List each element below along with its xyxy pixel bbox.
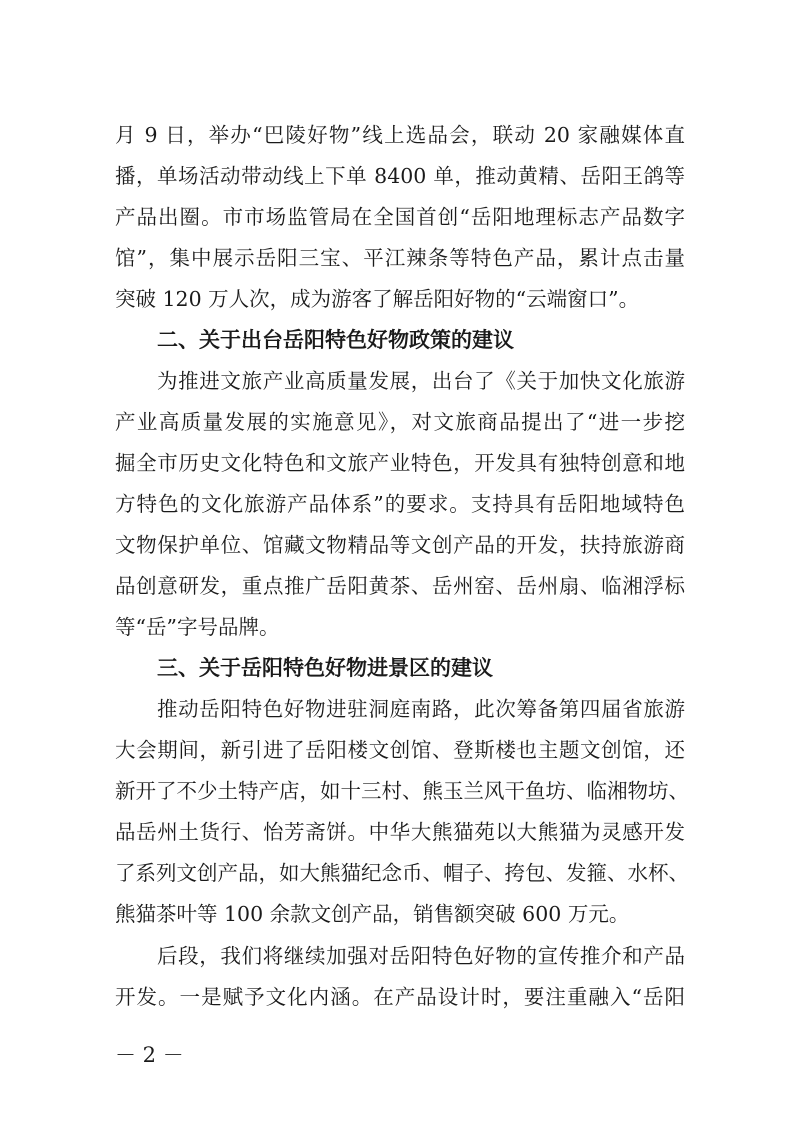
paragraph-line: 文物保护单位、馆藏文物精品等文创产品的开发，扶持旅游商 [115, 533, 685, 557]
section-heading: 二、关于出台岳阳特色好物政策的建议 [157, 328, 514, 352]
paragraph-line: 馆”，集中展示岳阳三宝、平江辣条等特色产品，累计点击量 [115, 246, 685, 270]
paragraph-line: 品创意研发，重点推广岳阳黄茶、岳州窑、岳州扇、临湘浮标 [115, 574, 685, 598]
paragraph-line: 突破 120 万人次，成为游客了解岳阳好物的“云端窗口”。 [115, 287, 640, 311]
paragraph-line: 掘全市历史文化特色和文旅产业特色，开发具有独特创意和地 [115, 451, 685, 475]
paragraph-line: 后段，我们将继续加强对岳阳特色好物的宣传推介和产品 [157, 944, 685, 968]
paragraph-line: 品岳州土货行、怡芳斋饼。中华大熊猫苑以大熊猫为灵感开发 [115, 820, 685, 844]
paragraph-line: 开发。一是赋予文化内涵。在产品设计时，要注重融入“岳阳 [115, 985, 685, 1009]
page-number: － 2 － [115, 1043, 184, 1067]
section-heading: 三、关于岳阳特色好物进景区的建议 [157, 656, 493, 680]
paragraph-line: 熊猫茶叶等 100 余款文创产品，销售额突破 600 万元。 [115, 902, 630, 926]
paragraph-line: 推动岳阳特色好物进驻洞庭南路，此次筹备第四届省旅游 [157, 697, 685, 721]
paragraph-line: 方特色的文化旅游产品体系”的要求。支持具有岳阳地域特色 [115, 492, 685, 516]
paragraph-line: 播，单场活动带动线上下单 8400 单，推动黄精、岳阳王鸽等 [115, 164, 685, 188]
paragraph-line: 等“岳”字号品牌。 [115, 615, 280, 639]
paragraph-line: 产业高质量发展的实施意见》，对文旅商品提出了“进一步挖 [115, 410, 685, 434]
paragraph-line: 产品出圈。市市场监管局在全国首创“岳阳地理标志产品数字 [115, 205, 685, 229]
paragraph-line: 新开了不少土特产店，如十三村、熊玉兰风干鱼坊、临湘物坊、 [115, 779, 689, 803]
paragraph-line: 大会期间，新引进了岳阳楼文创馆、登斯楼也主题文创馆，还 [115, 738, 685, 762]
paragraph-line: 了系列文创产品，如大熊猫纪念币、帽子、挎包、发箍、水杯、 [115, 861, 689, 885]
paragraph-line: 为推进文旅产业高质量发展，出台了《关于加快文化旅游 [157, 369, 685, 393]
paragraph-line: 月 9 日，举办“巴陵好物”线上选品会，联动 20 家融媒体直 [115, 123, 685, 147]
